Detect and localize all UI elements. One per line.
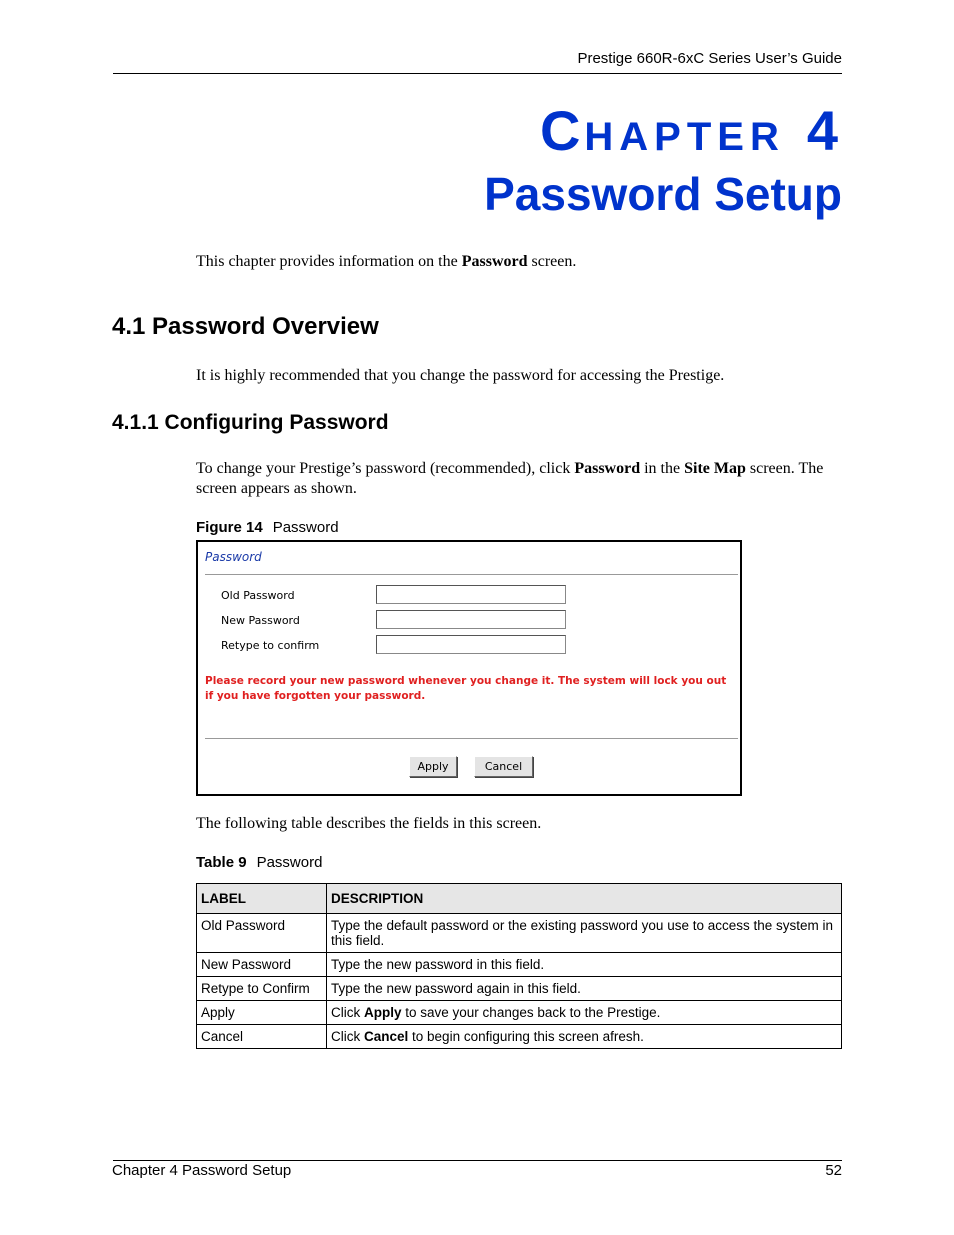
figure-caption-text: Password <box>272 519 339 536</box>
table-cell-description <box>327 953 842 977</box>
table-cell-label: Old Password <box>197 914 327 953</box>
configuring-paragraph <box>196 459 846 499</box>
running-header: Prestige 660R-6xC Series User’s Guide <box>577 50 842 67</box>
intro-paragraph <box>196 252 576 272</box>
intro-pre: This chapter provides information on the <box>196 253 462 270</box>
config-text-mid: in the <box>640 460 685 477</box>
table-cell-label: Apply <box>197 1001 327 1025</box>
desc-text: Click <box>331 1029 364 1044</box>
table-cell-description <box>327 1001 842 1025</box>
header-rule <box>113 73 842 74</box>
screen-title-divider <box>205 574 738 575</box>
table-row <box>197 1025 842 1049</box>
desc-bold: Apply <box>364 1005 402 1020</box>
overview-paragraph: It is highly recommended that you change the password for accessing the Prestige. <box>196 367 725 384</box>
table-cell-description <box>327 914 842 953</box>
table-cell-description <box>327 977 842 1001</box>
table-row <box>197 914 842 953</box>
table-header-row <box>197 884 842 914</box>
section-heading-password-overview: 4.1 Password Overview <box>112 313 379 340</box>
intro-bold: Password <box>461 253 528 270</box>
chapter-title: Password Setup <box>484 168 842 220</box>
cancel-button[interactable]: Cancel <box>474 756 533 777</box>
config-text-post: screen. The screen appears as shown. <box>196 460 824 497</box>
intro-post: screen. <box>527 253 577 270</box>
retype-password-input[interactable] <box>376 635 566 654</box>
table-header-label: LABEL <box>197 884 327 914</box>
config-bold-password: Password <box>574 460 641 477</box>
password-warning: Please record your new password whenever you change it. The system will lock you out if you have forgotten your password. <box>205 675 727 702</box>
table-row <box>197 1001 842 1025</box>
table-caption <box>196 854 322 871</box>
footer-page-number: 52 <box>825 1162 842 1179</box>
table-caption-text: Password <box>256 854 323 871</box>
subsection-heading-configuring-password: 4.1.1 Configuring Password <box>112 411 389 434</box>
figure-caption-label: Figure 14 <box>196 519 263 536</box>
config-bold-site-map: Site Map <box>684 460 746 477</box>
figure-caption <box>196 519 339 536</box>
table-cell-label: Retype to Confirm <box>197 977 327 1001</box>
screen-title: Password <box>205 550 262 564</box>
retype-password-label: Retype to confirm <box>221 639 320 652</box>
desc-text: Type the default password or the existing password you use to access the system in this field. <box>331 918 834 948</box>
table-intro-paragraph: The following table describes the fields in this screen. <box>196 815 542 832</box>
table-cell-description <box>327 1025 842 1049</box>
footer-chapter-title: Chapter 4 Password Setup <box>112 1162 292 1179</box>
desc-bold: Cancel <box>364 1029 409 1044</box>
apply-button[interactable]: Apply <box>409 756 457 777</box>
chapter-label-rest: HAPTER <box>584 115 785 159</box>
old-password-input[interactable] <box>376 585 566 604</box>
desc-text: Click <box>331 1005 364 1020</box>
config-text-pre: To change your Prestige’s password (recommended), click <box>196 460 575 477</box>
password-screen-figure <box>196 540 742 796</box>
new-password-input[interactable] <box>376 610 566 629</box>
button-divider <box>205 738 738 739</box>
table-caption-label: Table 9 <box>196 854 247 871</box>
table-header-description: DESCRIPTION <box>327 884 842 914</box>
desc-text: Type the new password in this field. <box>331 957 545 972</box>
table-cell-label: Cancel <box>197 1025 327 1049</box>
password-fields-table <box>196 883 842 1049</box>
chapter-label-cap: C <box>539 99 585 162</box>
desc-text: Type the new password again in this field. <box>331 981 581 996</box>
new-password-label: New Password <box>221 614 300 627</box>
chapter-number: 4 <box>806 99 842 162</box>
desc-text-post: to begin configuring this screen afresh. <box>408 1029 644 1044</box>
desc-text-post: to save your changes back to the Prestige. <box>401 1005 661 1020</box>
table-row <box>197 977 842 1001</box>
table-row <box>197 953 842 977</box>
chapter-label <box>540 96 842 172</box>
old-password-label: Old Password <box>221 589 295 602</box>
footer-rule <box>113 1160 842 1161</box>
table-cell-label: New Password <box>197 953 327 977</box>
